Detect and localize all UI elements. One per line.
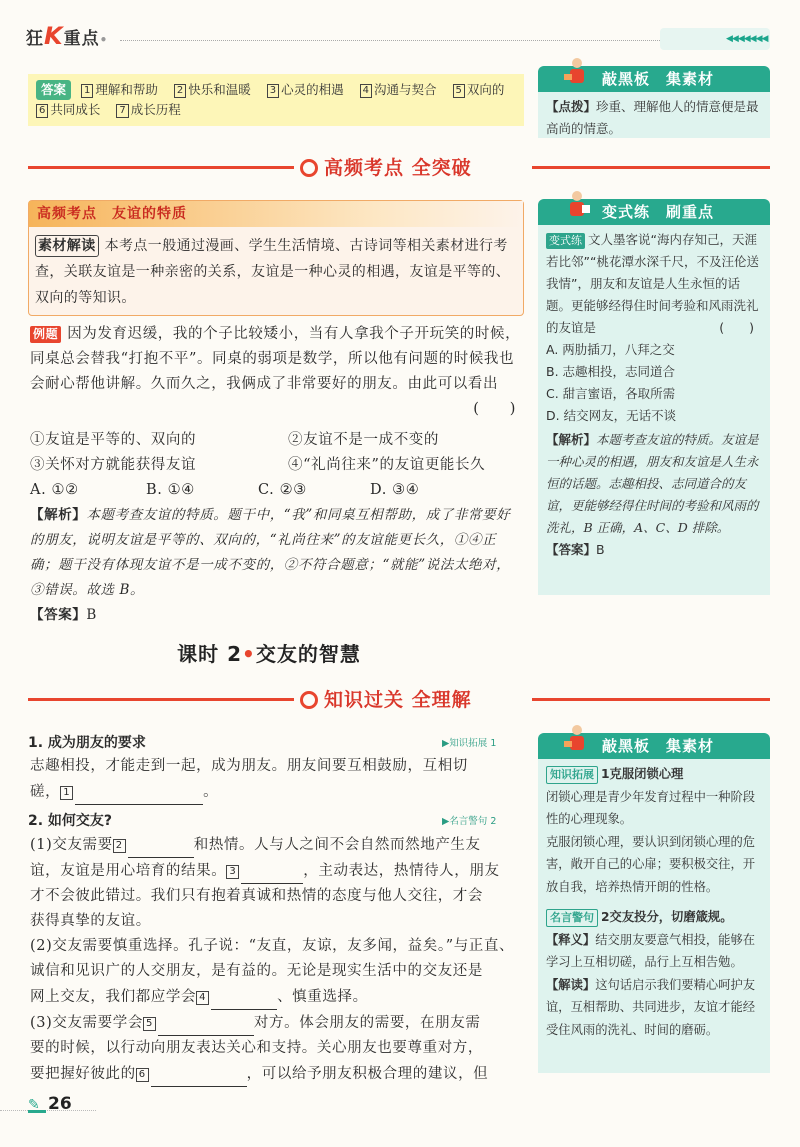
swirl-icon	[300, 691, 318, 709]
q1-text: 志趣相投，才能走到一起，成为朋友。朋友间要互相鼓励，互相切 磋， 1 。	[30, 754, 524, 805]
answer-paren: ( )	[719, 320, 754, 335]
blank-field[interactable]	[158, 1010, 254, 1036]
blank-field[interactable]	[241, 858, 303, 884]
panel-materials-body: 知识拓展 1克服闭锁心理 闭锁心理是青少年发育过程中一种阶段性的心理现象。 克服闭锁心理，要认识到闭锁心理的危害，敞开自己的心扉；要积极交往，开放自我，培养热情开朗的性格。 名言警句 2交友投分，切磨箴规。 【释义】结交朋友要意气相投，能够在学习上互相切磋，品行上互相告勉。 【解读】这句话启示我们要精心呵护友谊，互相帮助、共同进步，友谊才能经受住风雨的洗礼、时间的磨砺。	[538, 759, 770, 1047]
panel-tip-title: 敲黑板 集素材	[602, 70, 715, 88]
blank-field[interactable]	[211, 984, 277, 1010]
panel-tip-body	[538, 92, 770, 146]
blank-field[interactable]	[151, 1061, 247, 1087]
blank-field[interactable]	[75, 779, 203, 805]
practice-option: B. 志趣相投，志同道合	[546, 364, 676, 379]
sucai-label: 素材解读	[35, 235, 99, 257]
example-options: ①友谊是平等的、双向的 ②友谊不是一成不变的 ③关怀对方就能获得友谊 ④“礼尚往来”的友谊更能长久 A. ①② B. ①④ C. ②③ D. ③④	[30, 432, 486, 498]
kaodian-head: 高频考点 友谊的特质	[29, 201, 523, 227]
panel-tip	[538, 66, 770, 138]
jiedu: 【解读】这句话启示我们要精心呵护友谊，互相帮助、共同进步，友谊才能经受住风雨的洗礼、时间的磨砺。	[546, 977, 756, 1037]
answer-item: 4 沟通与契合	[360, 82, 437, 97]
q2-text: (1)交友需要 2 和热情。人与人之间不会自然而然地产生友 谊，友谊是用心培育的结果。 3 ，主动表达，热情待人，朋友 才不会彼此错过。我们只有抱着真诚和热情的态度与他人交往，才会 获得真挚的友谊。 (2)交友需要慎重选择。孔子说：“友直，友谅，友多闻，益矣。”与正直、 诚信和见识广的人交朋友，是有益的。无论是现实生活中的交友还是 网上交友，我们都应学会 4 、慎重选择。 (3)交友需要学会 5 对方。体会朋友的需要，在朋友需 要的时候，以行动向朋友表达关心和支持。关心朋友也要尊重对方， 要把握好彼此的 6 ，可以给予朋友积极合理的建议，但	[30, 832, 524, 1087]
example-tag: 例题	[30, 326, 61, 343]
kaodian-text: 素材解读 本考点一般通过漫画、学生生活情境、古诗词等相关素材进行考查，关联友谊是一种亲密的关系，友谊是一种心灵的相遇，友谊是平等的、双向的等知识。	[35, 233, 519, 311]
page-mark-icon: ✎	[28, 1097, 46, 1113]
answer-item: 2 快乐和温暖	[174, 82, 251, 97]
teacher-figure-icon	[562, 56, 592, 90]
kaodian-box	[28, 200, 524, 316]
practice-option: A. 两肋插刀，八拜之交	[546, 342, 675, 357]
brand-pre: 狂	[26, 29, 44, 49]
practice-stem: 变式练 文人墨客说“海内存知己，天涯若比邻”“桃花潭水深千尺，不及汪伦送我情”，朋友和友谊是人生永恒的话题。更能够经得住时间考验和风雨洗礼的友谊是 ( )	[546, 229, 762, 339]
materials-text: 闭锁心理是青少年发育过程中一种阶段性的心理现象。	[546, 789, 756, 826]
practice-option: D. 结交网友，无话不谈	[546, 408, 677, 423]
q2-heading: 2. 如何交友?	[28, 813, 113, 829]
practice-answer: 【答案】B	[546, 542, 605, 557]
brand-logo	[26, 22, 109, 50]
brand-k: K	[44, 22, 64, 50]
answer-item: 7 成长历程	[116, 102, 180, 117]
answer-paren: ( )	[473, 401, 516, 417]
example-jiexi: 【解析】本题考查友谊的特质。题干中，“我”和同桌互相帮助，成了非常要好的朋友，说明友谊是平等的、双向的，“礼尚往来”的友谊能更长久，①④正确；题干没有体现友谊不是一成不变的，②不符合题意；“就能”说法太绝对，③错误。故选 B。	[30, 507, 511, 598]
answer-box	[28, 74, 524, 126]
brand-dots: •	[99, 33, 110, 47]
section-title: 高频考点 全突破	[300, 153, 472, 180]
section-title: 知识过关 全理解	[300, 685, 472, 712]
panel-practice-title: 变式练 刷重点	[602, 203, 715, 221]
practice-jiexi: 【解析】本题考查友谊的特质。友谊是一种心灵的相遇，朋友和友谊是人生永恒的话题。志趣相投、志同道合的友谊，更能够经得住时间的考验和风雨的洗礼，B 正确，A、C、D 排除。	[546, 432, 759, 535]
tip-label: 【点拨】	[546, 99, 597, 114]
panel-practice	[538, 199, 770, 595]
section-banner-knowledge	[28, 684, 770, 714]
example-answer: 【答案】B	[30, 607, 97, 623]
answer-item: 6 共同成长	[36, 102, 100, 117]
shiyi: 【释义】结交朋友要意气相投，能够在学习上互相切磋，品行上互相告勉。	[546, 932, 756, 969]
example-stem: 例题 因为发育迟缓，我的个子比较矮小，当有人拿我个子开玩笑的时候，同桌总会替我“打抱不平”。同桌的弱项是数学，所以他有问题的时候我也会耐心帮他讲解。久而久之，我俩成了非常要好的朋友。由此可以看出 ( )	[30, 322, 524, 422]
lesson-title: 课时 2•交友的智慧	[177, 642, 361, 666]
q2-link[interactable]: ▶名言警句 2	[442, 816, 497, 827]
answer-item: 1 理解和帮助	[81, 82, 158, 97]
header-divider	[120, 40, 660, 41]
student-figure-icon	[562, 189, 592, 223]
header-arrows-icon: ◀◀◀◀◀◀◀	[726, 34, 768, 44]
answer-item: 5 双向的	[453, 82, 505, 97]
q1-heading: 1. 成为朋友的要求	[28, 735, 146, 751]
materials-text: 克服闭锁心理，要认识到闭锁心理的危害，敞开自己的心扉；要积极交往，开放自我，培养热情开朗的性格。	[546, 834, 756, 894]
teacher-figure-icon	[562, 723, 592, 757]
answer-item: 3 心灵的相遇	[267, 82, 344, 97]
panel-materials-title: 敲黑板 集素材	[602, 737, 715, 755]
blank-field[interactable]	[128, 832, 194, 858]
swirl-icon	[300, 159, 318, 177]
answer-tag: 答案	[36, 80, 71, 100]
panel-materials-head	[538, 733, 770, 759]
section-banner-kaodian	[28, 152, 770, 182]
panel-materials	[538, 733, 770, 1073]
practice-option: C. 甜言蜜语，各取所需	[546, 386, 676, 401]
panel-tip-head	[538, 66, 770, 92]
q1-link[interactable]: ▶知识拓展 1	[442, 738, 497, 749]
tip-text: 珍重、理解他人的情意便是最高尚的情意。	[546, 99, 759, 136]
page-number: ✎ 26	[28, 1094, 72, 1114]
brand-post: 重点	[63, 29, 100, 49]
panel-practice-head	[538, 199, 770, 225]
panel-practice-body	[538, 225, 770, 567]
